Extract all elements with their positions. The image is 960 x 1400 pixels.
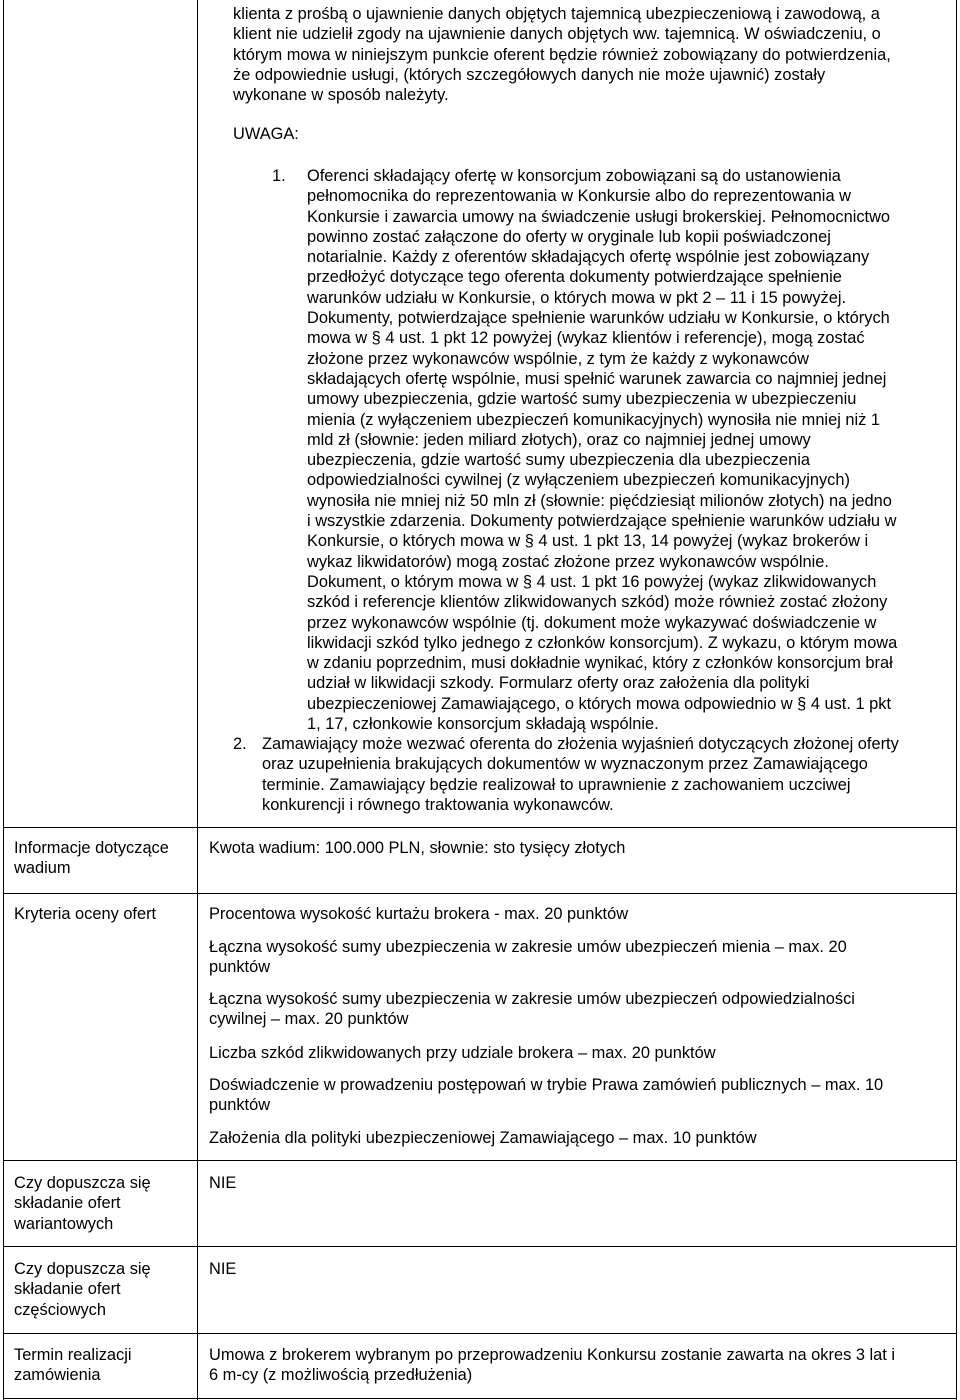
value-line: 6 m-cy (z możliwością przedłużenia) bbox=[209, 1366, 473, 1385]
item-line: pełnomocnika do reprezentowania w Konkursie albo do reprezentowania w bbox=[307, 187, 851, 206]
item-line: Dokumenty, potwierdzające spełnienie warunków udziału w Konkursie, o których bbox=[307, 309, 890, 328]
criterion-line: cywilnej – max. 20 punktów bbox=[209, 1010, 409, 1029]
item-line: odpowiedzialności cywilnej (z wyłączeniem ubezpieczeń komunikacyjnych) bbox=[307, 471, 850, 490]
item-line: i wszystkie zdarzenia. Dokumenty potwierdzające spełnienie warunków udziału w bbox=[307, 512, 897, 531]
item-line: w zdaniu poprzednim, musi dokładnie wynikać, który z członków konsorcjum brał bbox=[307, 654, 893, 673]
item-line: składających ofertę wspólnie, musi spełnić warunek zawarcia co najmniej jednej bbox=[307, 369, 887, 388]
label-line: wariantowych bbox=[14, 1214, 114, 1233]
list-item-number: 2. bbox=[233, 735, 247, 753]
row-divider-3 bbox=[3, 1160, 957, 1161]
value-line: Umowa z brokerem wybranym po przeprowadzeniu Konkursu zostanie zawarta na okres 3 lat i bbox=[209, 1346, 895, 1364]
label-line: zamówienia bbox=[14, 1366, 101, 1385]
column-divider bbox=[197, 0, 198, 1400]
value-wadium: Kwota wadium: 100.000 PLN, słownie: sto tysięcy złotych bbox=[209, 839, 626, 857]
item-line: ubezpieczeniowej Zamawiającego, o których mowa odpowiednio w § 4 ust. 1 pkt bbox=[307, 694, 892, 713]
criterion-property-insurance bbox=[209, 937, 847, 978]
value-wariantowe: NIE bbox=[209, 1174, 237, 1192]
label-line: składanie ofert bbox=[14, 1194, 121, 1213]
paragraph-line: że odpowiednie usługi, (których szczegółowych danych nie może ujawnić) zostały bbox=[233, 66, 826, 84]
label-line: Informacje dotyczące bbox=[14, 839, 169, 857]
criterion-liability-insurance bbox=[209, 989, 855, 1030]
item-line: przez wykonawców wspólnie (tj. dokument może wykazywać doświadczenie w bbox=[307, 613, 877, 632]
label-kryteria: Kryteria oceny ofert bbox=[14, 905, 157, 923]
item-line: 1, 17, członkowie konsorcjum składają wspólnie. bbox=[307, 715, 659, 734]
criterion-experience bbox=[209, 1075, 883, 1116]
item-line: umowy ubezpieczenia, gdzie wartość sumy ubezpieczenia w ubezpieczeniu bbox=[307, 390, 857, 409]
label-czesciowe bbox=[14, 1259, 151, 1320]
row-divider-1 bbox=[3, 827, 957, 828]
list-item-number: 1. bbox=[272, 167, 286, 185]
label-wariantowe bbox=[14, 1173, 151, 1234]
label-line: wadium bbox=[14, 859, 71, 878]
table-border-bottom bbox=[3, 1398, 957, 1399]
item-line: wykaz likwidatorów) mogą zostać złożone przez wykonawców wspólnie. bbox=[307, 552, 829, 571]
table-border-right bbox=[956, 0, 957, 1400]
item-line: Oferenci składający ofertę w konsorcjum zobowiązani są do ustanowienia bbox=[307, 167, 841, 185]
list-item-clarifications bbox=[262, 734, 899, 815]
table-border-left bbox=[3, 0, 4, 1400]
label-line: częściowych bbox=[14, 1300, 106, 1319]
label-line: Termin realizacji bbox=[14, 1346, 132, 1364]
item-line: oraz uzupełnienia brakujących dokumentów w wyznaczonym przez Zamawiającego bbox=[262, 755, 868, 774]
item-line: powinno zostać załączone do oferty w oryginale lub kopii poświadczonej bbox=[307, 227, 831, 246]
paragraph-line: klient nie udzielił zgody na ujawnienie danych objętych ww. tajemnicą. W oświadczeniu, o bbox=[233, 25, 881, 43]
value-termin bbox=[209, 1345, 895, 1386]
item-line: złożone przez wykonawców wspólnie, z tym że każdy z wykonawców bbox=[307, 349, 809, 368]
item-line: terminie. Zamawiający będzie realizował to uprawnienie z zachowaniem uczciwej bbox=[262, 775, 851, 794]
item-line: warunków udziału w Konkursie, o których mowa w pkt 2 – 11 i 15 powyżej. bbox=[307, 288, 847, 307]
item-line: mienia (z wyłączeniem ubezpieczeń komunikacyjnych) wynosiła nie mniej niż 1 bbox=[307, 410, 881, 429]
criterion-line: Doświadczenie w prowadzeniu postępowań w trybie Prawa zamówień publicznych – max. 10 bbox=[209, 1076, 884, 1094]
value-czesciowe: NIE bbox=[209, 1260, 237, 1278]
row-divider-5 bbox=[3, 1333, 957, 1334]
item-line: przedłożyć dotyczące tego oferenta dokumenty potwierdzające spełnienie bbox=[307, 268, 842, 287]
item-line: mld zł (słownie: jeden miliard złotych), oraz co najmniej jednej umowy bbox=[307, 430, 811, 449]
row-divider-2 bbox=[3, 893, 957, 894]
item-line: Dokument, o którym mowa w § 4 ust. 1 pkt 16 powyżej (wykaz zlikwidowanych bbox=[307, 572, 877, 591]
criterion-line: punktów bbox=[209, 958, 271, 977]
label-wadium bbox=[14, 838, 169, 879]
criterion-commission: Procentowa wysokość kurtażu brokera - max. 20 punktów bbox=[209, 905, 629, 923]
item-line: udział w likwidacji szkody. Formularz oferty oraz założenia dla polityki bbox=[307, 674, 810, 693]
label-line: Czy dopuszcza się bbox=[14, 1260, 151, 1278]
item-line: konkurencji i równego traktowania wykonawców. bbox=[262, 795, 614, 814]
item-line: likwidacji szkód tylko jednego z członków konsorcjum). Z wykazu, o którym mowa bbox=[307, 633, 898, 652]
uwaga-heading: UWAGA: bbox=[233, 125, 299, 143]
item-line: Konkursie i zawarcia umowy na świadczenie usługi brokerskiej. Pełnomocnictwo bbox=[307, 207, 891, 226]
criterion-line: punktów bbox=[209, 1096, 271, 1115]
criterion-policy: Założenia dla polityki ubezpieczeniowej Zamawiającego – max. 10 punktów bbox=[209, 1129, 757, 1147]
paragraph-line: wykonane w sposób należyty. bbox=[233, 86, 449, 104]
label-line: Czy dopuszcza się bbox=[14, 1174, 151, 1192]
item-line: mowa w § 4 ust. 1 pkt 12 powyżej (wykaz klientów i referencje), mogą zostać bbox=[307, 329, 865, 348]
item-line: Zamawiający może wezwać oferenta do złożenia wyjaśnień dotyczących złożonej oferty bbox=[262, 735, 899, 753]
item-line: szkód i referencje klientów zlikwidowanych szkód) może również zostać złożony bbox=[307, 593, 888, 612]
label-line: składanie ofert bbox=[14, 1280, 121, 1299]
criterion-line: Łączna wysokość sumy ubezpieczenia w zakresie umów ubezpieczeń mienia – max. 20 bbox=[209, 938, 847, 956]
label-termin bbox=[14, 1345, 132, 1386]
item-line: Konkursie, o których mowa w § 4 ust. 1 pkt 13, 14 powyżej (wykaz brokerów i bbox=[307, 532, 869, 551]
paragraph-line: którym mowa w niniejszym punkcie oferent będzie również zobowiązany do potwierdzenia, bbox=[233, 46, 891, 64]
item-line: wynosiła nie mniej niż 50 mln zł (słownie: pięćdziesiąt milionów złotych) na jedno bbox=[307, 491, 892, 510]
criterion-line: Łączna wysokość sumy ubezpieczenia w zakresie umów ubezpieczeń odpowiedzialności bbox=[209, 990, 855, 1008]
item-line: ubezpieczenia, gdzie wartość sumy ubezpieczenia dla ubezpieczenia bbox=[307, 451, 810, 470]
paragraph-line: klienta z prośbą o ujawnienie danych objętych tajemnicą ubezpieczeniową i zawodową, a bbox=[233, 5, 880, 23]
item-line: notarialnie. Każdy z oferentów składających ofertę wspólnie jest zobowiązany bbox=[307, 248, 870, 267]
row-divider-4 bbox=[3, 1246, 957, 1247]
list-item-consortium bbox=[307, 166, 897, 734]
criterion-claims: Liczba szkód zlikwidowanych przy udziale brokera – max. 20 punktów bbox=[209, 1044, 716, 1062]
